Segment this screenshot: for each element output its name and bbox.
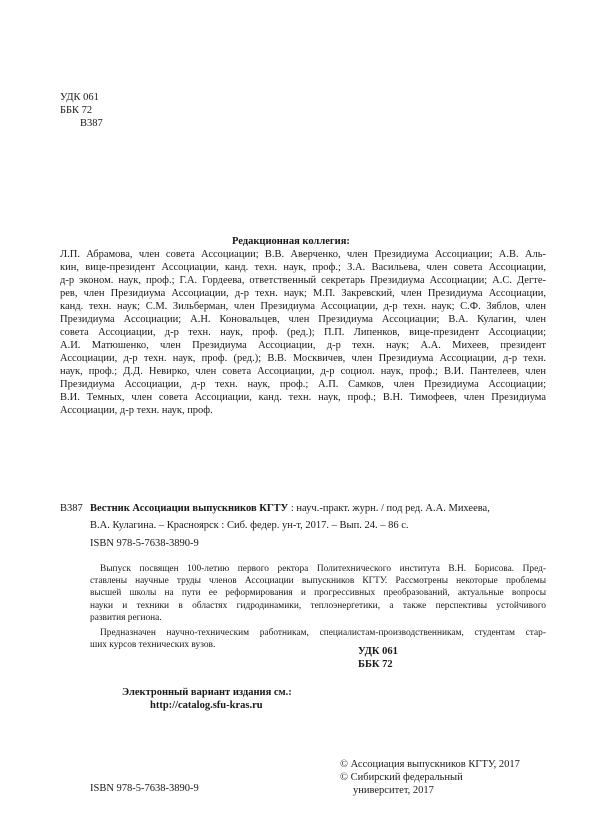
udk-code: УДК 061 xyxy=(60,92,99,103)
isbn-top: ISBN 978-5-7638-3890-9 xyxy=(90,538,199,549)
editorial-line: наук, проф.; Д.Д. Невирко, член совета Ассоциации, д-р социол. наук, проф.; В.И. Пантелеев, член xyxy=(60,366,546,377)
journal-title: Вестник Ассоциации выпускников КГТУ xyxy=(90,503,289,514)
bbk-code: ББК 72 xyxy=(60,105,93,116)
editorial-line: канд. техн. наук; С.М. Зильберман, член Президиума Ассоциации, д-р техн. наук; С.Ф. Зяблов, член xyxy=(60,301,546,312)
editorial-line: Президиума Ассоциации; А.Н. Коновальцев, член Президиума Ассоциации; В.А. Кулагин, член xyxy=(60,314,546,325)
editorial-line: Л.П. Абрамова, член совета Ассоциации; В.В. Аверченко, член Президиума Ассоциации; А.В. Аль- xyxy=(60,249,546,260)
copyright-line: © Сибирский федеральный xyxy=(340,772,463,783)
editorial-line: А.И. Матюшенко, член Президиума Ассоциации, д-р техн. наук; А.А. Михеев, президент xyxy=(60,340,546,351)
editorial-line: д-р эконом. наук, проф.; Г.А. Гордеева, ответственный секретарь Президиума Ассоциации; А.С. Дегте- xyxy=(60,275,546,286)
author-mark: В387 xyxy=(80,118,103,129)
electronic-url[interactable]: http://catalog.sfu-kras.ru xyxy=(150,700,263,711)
copyright-line: © Ассоциация выпускников КГТУ, 2017 xyxy=(340,759,520,770)
editorial-board-title: Редакционная коллегия: xyxy=(232,236,350,247)
header-codes xyxy=(60,91,103,130)
bib-mark: В387 xyxy=(60,503,83,514)
footer-bbk: ББК 72 xyxy=(358,659,393,670)
editorial-line: Ассоциации, д-р техн. наук, проф. xyxy=(60,405,213,416)
editorial-line: В.И. Темных, член совета Ассоциации, канд. техн. наук, проф.; В.Н. Тимофеев, член Президиума xyxy=(60,392,546,403)
footer-codes xyxy=(358,645,398,671)
abstract-line: высшей школы на пути ее реформирования и прогрессивных преобразований, актуальные вопросы xyxy=(90,588,546,599)
audience-line: Предназначен научно-техническим работникам, специалистам-производственникам, студентам стар- xyxy=(100,628,546,639)
abstract-line: ставлены научные труды членов Ассоциации выпускников КГТУ. Рассмотрены некоторые проблемы xyxy=(90,576,546,587)
abstract xyxy=(90,563,546,651)
editorial-line: кин, вице-президент Ассоциации, канд. техн. наук, проф.; З.А. Васильева, член совета Ассоциации, xyxy=(60,262,546,273)
audience-line: ших курсов технических вузов. xyxy=(90,640,216,651)
editorial-line: рев, член Президиума Ассоциации, д-р техн. наук; М.П. Закревский, член Президиума Ассоциации, xyxy=(60,288,546,299)
bib-publication-line: В.А. Кулагина. – Красноярск : Сиб. федер. ун-т, 2017. – Вып. 24. – 86 с. xyxy=(90,520,409,531)
editorial-line: Президиума Ассоциации, д-р техн. наук, проф.; А.П. Самков, член Президиума Ассоциации; xyxy=(60,379,546,390)
electronic-label: Электронный вариант издания см.: xyxy=(122,687,292,698)
editorial-board-list xyxy=(60,248,546,417)
abstract-line: Выпуск посвящен 100-летию первого ректора Политехнического института В.Н. Борисова. Пред- xyxy=(100,564,546,574)
editorial-line: совета Ассоциации, д-р техн. наук, проф. (ред.); П.П. Липенков, вице-президент Ассоциации; xyxy=(60,327,546,338)
copyright-block xyxy=(340,758,520,797)
abstract-line: развития региона. xyxy=(90,612,162,623)
journal-details: : науч.-практ. журн. / под ред. А.А. Михеева, xyxy=(288,503,490,514)
editorial-line: Ассоциации, д-р техн. наук, проф. (ред.); В.В. Москвичев, член Президиума Ассоциации, д-р техн. xyxy=(60,353,546,364)
isbn-bottom: ISBN 978-5-7638-3890-9 xyxy=(90,783,199,794)
copyright-line: университет, 2017 xyxy=(353,785,434,796)
footer-udk: УДК 061 xyxy=(358,646,398,657)
bib-entry xyxy=(90,502,546,515)
abstract-line: науки и техники в областях гидродинамики, теплоэнергетики, а также перспективы устойчивого xyxy=(90,600,546,611)
